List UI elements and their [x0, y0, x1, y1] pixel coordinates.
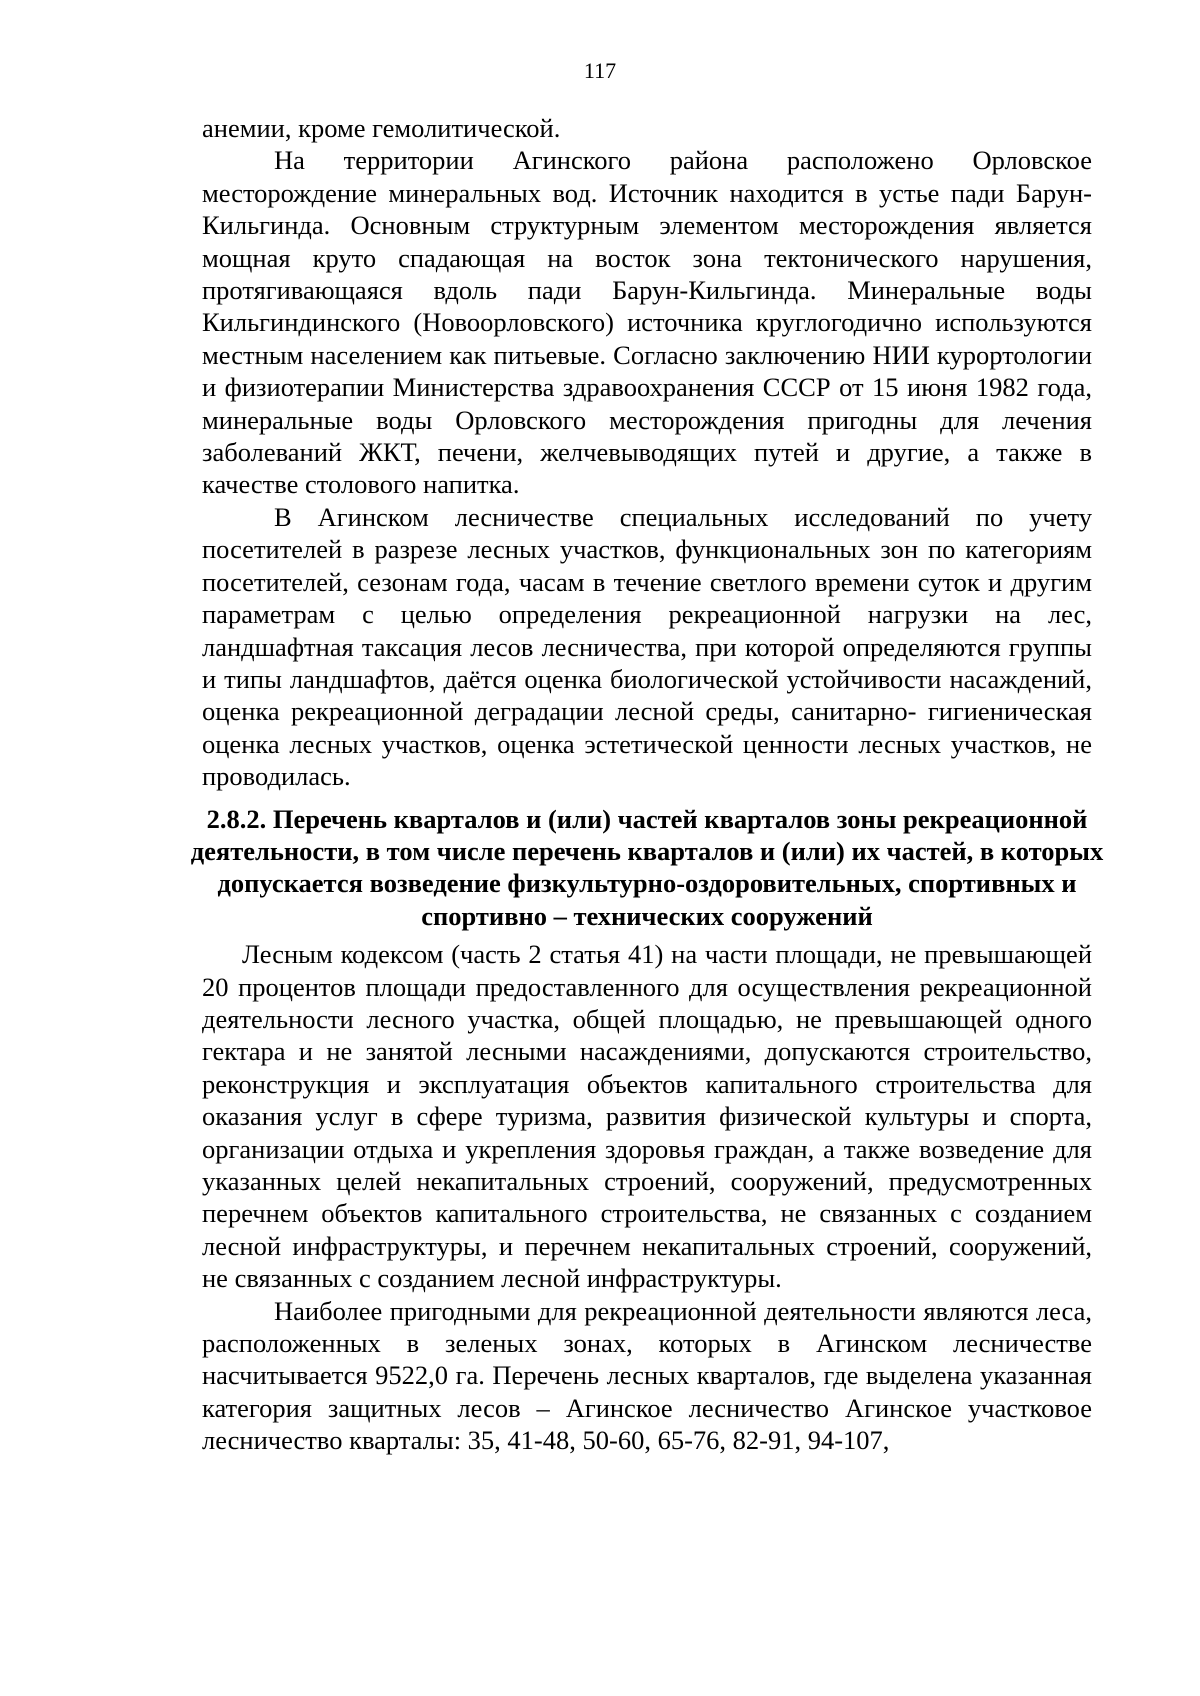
paragraph-mineral-waters: На территории Агинского района расположено Орловское месторождение минеральных вод. Источник находится в устье пади Барун- Кильгинда. Основным структурным элементом месторождения является мощная круто спадающая на восток зона тектонического нарушения, протягивающаяся вдоль пади Барун-Кильгинда. Минеральные воды Кильгиндинского (Новоорловского) источника круглогодично используются местным населением как питьевые. Согласно заключению НИИ курортологии и физиотерапии Министерства здравоохранения СССР от 15 июня 1982 года, минеральные воды Орловского месторождения пригодны для лечения заболеваний ЖКТ, печени, желчевыводящих путей и другие, а также в качестве столового напитка.	[202, 145, 1092, 500]
section-heading: 2.8.2. Перечень кварталов и (или) частей кварталов зоны рекреационной деятельности, в том числе перечень кварталов и (или) их частей, в которых допускается возведение физкультурно-оздоровительных, спортивных и спортивно – технических сооружений	[190, 803, 1104, 931]
page-number: 117	[583, 58, 617, 83]
paragraph-recreation-research: В Агинском лесничестве специальных исследований по учету посетителей в разрезе лесных участков, функциональных зон по категориям посетителей, сезонам года, часам в течение светлого времени суток и другим параметрам с целью определения рекреационной нагрузки на лес, ландшафтная таксация лесов лесничества, при которой определяются группы и типы ландшафтов, даётся оценка биологической устойчивости насаждений, оценка рекреационной деградации лесной среды, санитарно- гигиеническая оценка лесных участков, оценка эстетической ценности лесных участков, не проводилась.	[202, 501, 1092, 792]
paragraph-anemia: анемии, кроме гемолитической.	[202, 113, 561, 143]
paragraph-green-zones: Наиболее пригодными для рекреационной деятельности являются леса, расположенных в зеленых зонах, которых в Агинском лесничестве насчитывается 9522,0 га. Перечень лесных кварталов, где выделена указанная категория защитных лесов – Агинское лесничество Агинское участковое лесничество кварталы: 35, 41-48, 50-60, 65-76, 82-91, 94-107,	[202, 1295, 1092, 1456]
paragraph-forest-code: Лесным кодексом (часть 2 статья 41) на части площади, не превышающей 20 процентов площади предоставленного для осуществления рекреационной деятельности лесного участка, общей площадью, не превышающей одного гектара и не занятой лесными насаждениями, допускаются строительство, реконструкция и эксплуатация объектов капитального строительства для оказания услуг в сфере туризма, развития физической культуры и спорта, организации отдыха и укрепления здоровья граждан, а также возведение для указанных целей некапитальных строений, сооружений, предусмотренных перечнем объектов капитального строительства, не связанных с созданием лесной инфраструктуры, и перечнем некапитальных строений, сооружений, не связанных с созданием лесной инфраструктуры.	[202, 939, 1092, 1294]
document-body	[190, 112, 1104, 1457]
